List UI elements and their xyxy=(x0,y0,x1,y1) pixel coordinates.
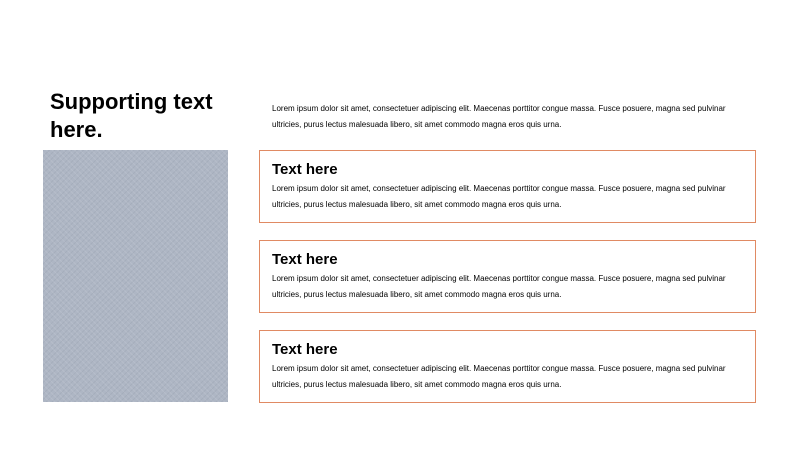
card-heading: Text here xyxy=(272,161,338,178)
intro-paragraph: Lorem ipsum dolor sit amet, consectetuer adipiscing elit. Maecenas porttitor congue massa. Fusce posuere, magna sed pulvinar ultricies, purus lectus malesuada libero, sit amet commodo magna eros quis urna. xyxy=(272,104,726,129)
slide-title: Supporting text here. xyxy=(50,89,213,142)
card-heading: Text here xyxy=(272,341,338,358)
text-card-2 xyxy=(259,240,756,313)
card-body: Lorem ipsum dolor sit amet, consectetuer adipiscing elit. Maecenas porttitor congue massa. Fusce posuere, magna sed pulvinar ultricies, purus lectus malesuada libero, sit amet commodo magna eros quis urna. xyxy=(272,184,726,209)
card-body: Lorem ipsum dolor sit amet, consectetuer adipiscing elit. Maecenas porttitor congue massa. Fusce posuere, magna sed pulvinar ultricies, purus lectus malesuada libero, sit amet commodo magna eros quis urna. xyxy=(272,274,726,299)
card-heading: Text here xyxy=(272,251,338,268)
text-card-1 xyxy=(259,150,756,223)
card-body: Lorem ipsum dolor sit amet, consectetuer adipiscing elit. Maecenas porttitor congue massa. Fusce posuere, magna sed pulvinar ultricies, purus lectus malesuada libero, sit amet commodo magna eros quis urna. xyxy=(272,364,726,389)
image-placeholder xyxy=(43,150,228,402)
text-card-3 xyxy=(259,330,756,403)
